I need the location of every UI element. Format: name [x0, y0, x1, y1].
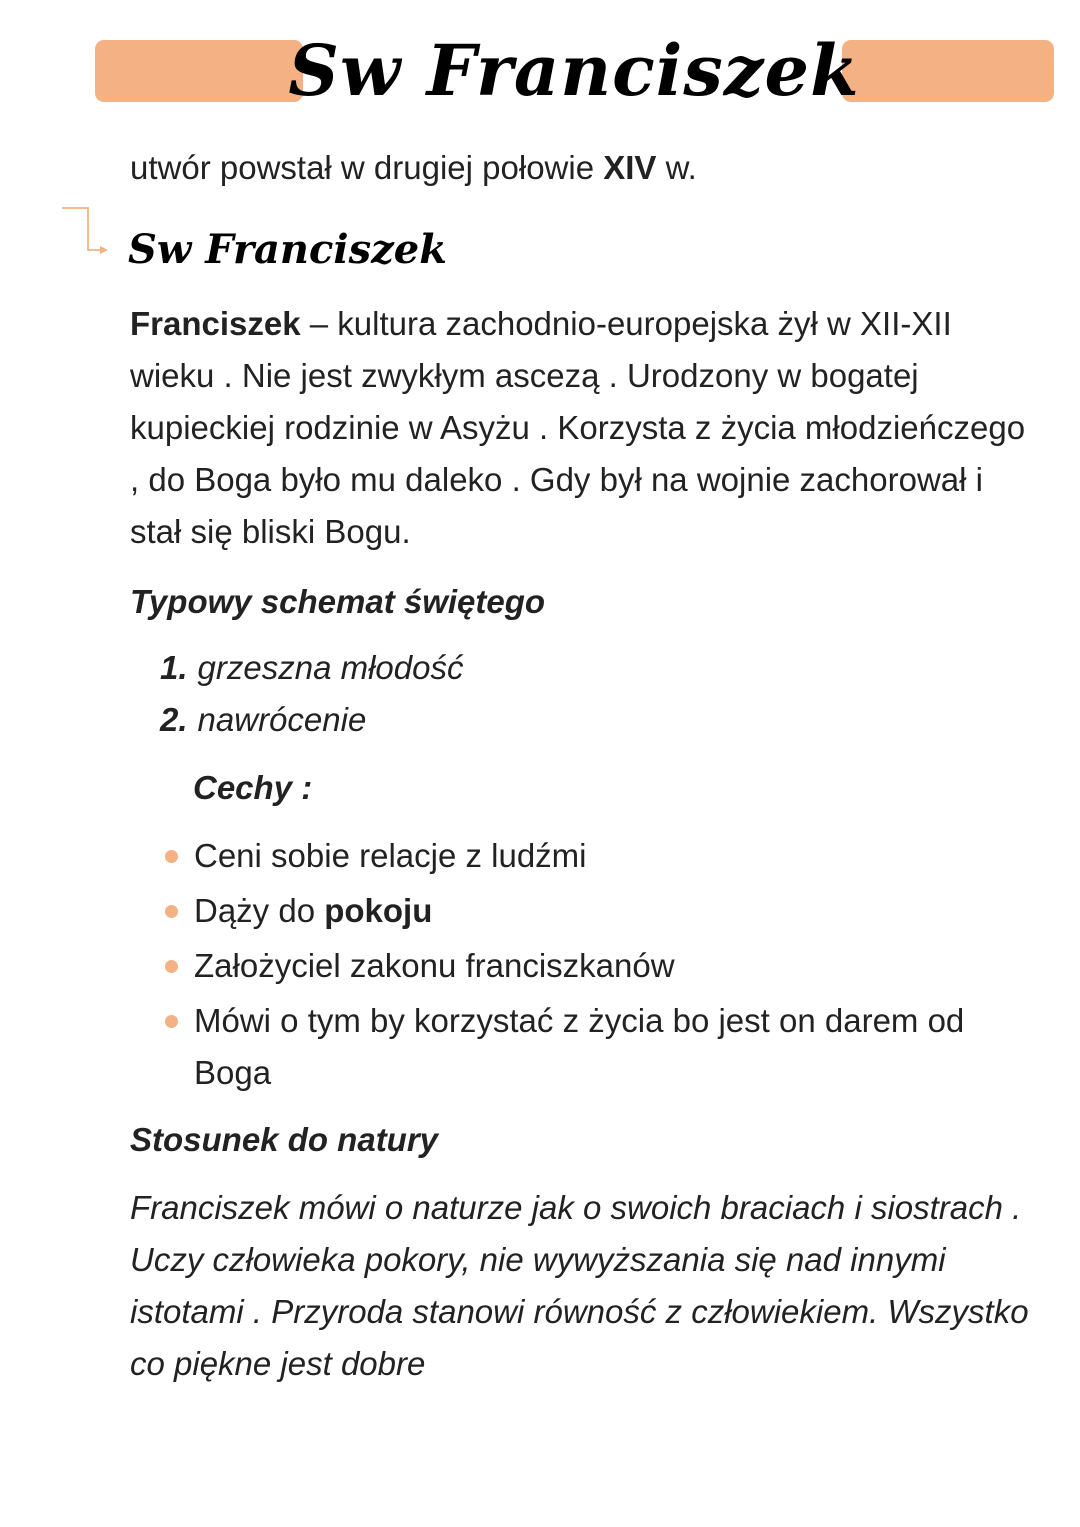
trait-text: Mówi o tym by korzystać z życia bo jest on darem od Boga: [194, 1002, 965, 1091]
nature-heading: Stosunek do natury: [130, 1121, 439, 1158]
intro-line: [130, 142, 697, 194]
trait-text: Założyciel zakonu franciszkanów: [194, 947, 675, 984]
intro-text: utwór powstał w drugiej połowie: [130, 149, 604, 186]
trait-bold: pokoju: [324, 892, 433, 929]
bio-paragraph: [130, 298, 1030, 558]
schema-step: [160, 694, 463, 746]
bio-term: Franciszek: [130, 305, 301, 342]
schema-steps: [160, 642, 463, 746]
arrow-line: [62, 208, 102, 250]
elbow-arrow-icon: [60, 206, 120, 266]
bullet-dot-icon: [165, 1015, 178, 1028]
nature-paragraph: Franciszek mówi o naturze jak o swoich braciach i siostrach . Uczy człowieka pokory, nie wywyższania się nad innymi istotami . Przyroda stanowi równość z człowiekiem. Wszystko co piękne jest dobre: [130, 1189, 1029, 1382]
section-title: Sw Franciszek: [128, 226, 447, 273]
intro-century: XIV: [603, 149, 657, 186]
trait-item: [160, 995, 1020, 1099]
traits-list: [160, 830, 1020, 1102]
page-title: Sw Franciszek: [288, 29, 860, 112]
trait-item: [160, 885, 1020, 937]
step-text: nawrócenie: [197, 701, 367, 738]
trait-text: Ceni sobie relacje z ludźmi: [194, 837, 587, 874]
arrow-head: [100, 246, 108, 254]
bullet-dot-icon: [165, 905, 178, 918]
schema-step: [160, 642, 463, 694]
schema-heading: Typowy schemat świętego: [130, 583, 546, 620]
traits-heading: Cechy :: [193, 769, 313, 806]
bullet-dot-icon: [165, 850, 178, 863]
step-number: 2.: [160, 701, 188, 738]
intro-suffix: w.: [656, 149, 697, 186]
bio-text: – kultura zachodnio-europejska żył w XII-XII wieku . Nie jest zwykłym ascezą . Urodzony w bogatej kupieckiej rodzinie w Asyżu . Korzysta z życia młodzieńczego , do Boga było mu daleko . Gdy był na wojnie zachorował i stał się bliski Bogu.: [130, 305, 1026, 550]
trait-text: Dąży do: [194, 892, 325, 929]
trait-item: [160, 830, 1020, 882]
trait-item: [160, 940, 1020, 992]
step-text: grzeszna młodość: [197, 649, 464, 686]
bullet-dot-icon: [165, 960, 178, 973]
step-number: 1.: [160, 649, 188, 686]
